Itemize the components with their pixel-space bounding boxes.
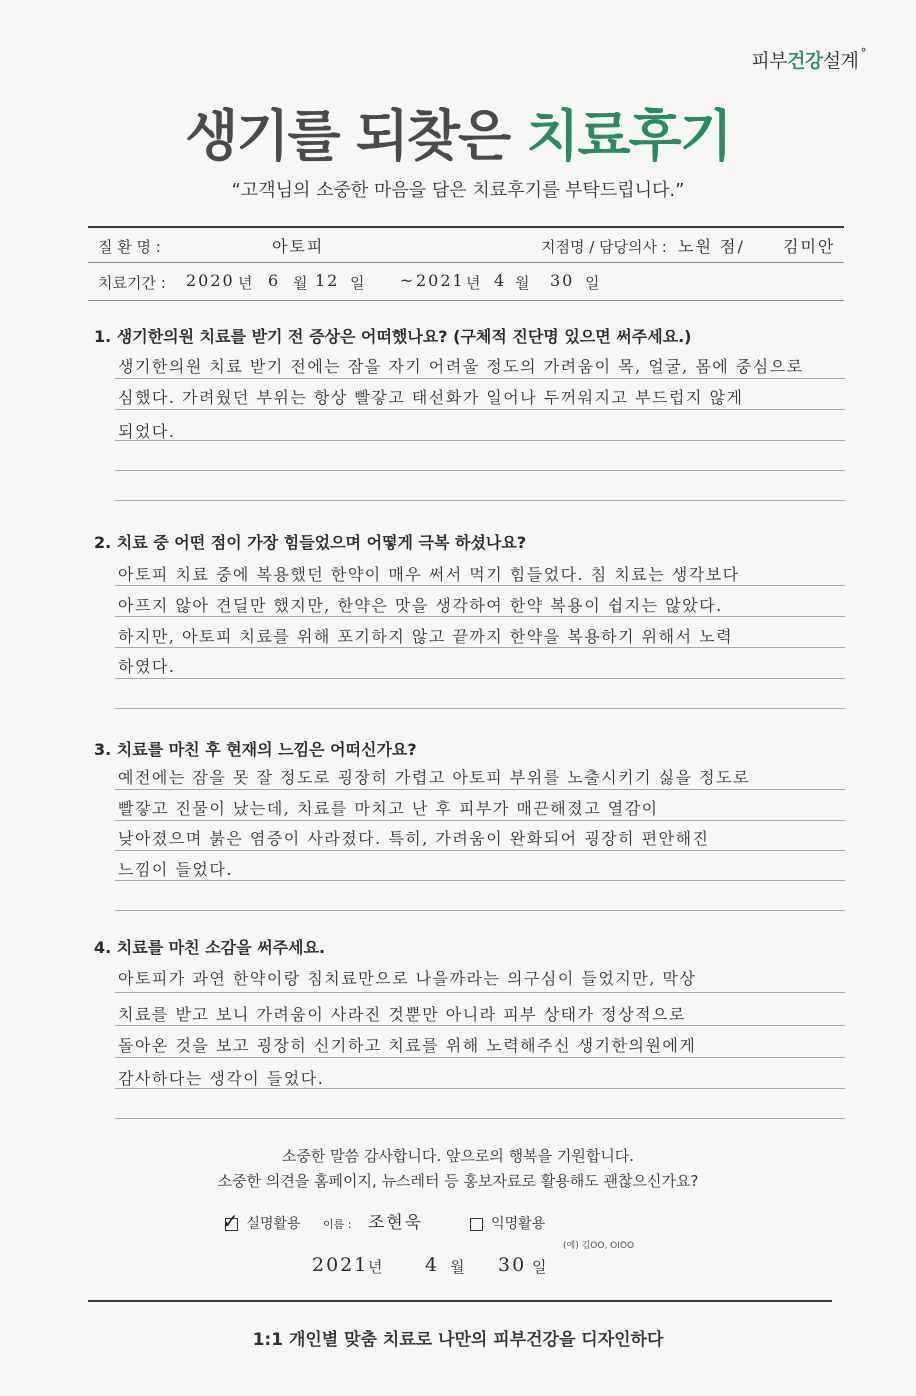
page-subtitle: “고객님의 소중한 마음을 담은 치료후기를 부탁드립니다.” — [231, 180, 685, 201]
answer-line — [115, 585, 845, 586]
answer-line — [115, 850, 845, 851]
doctor-field[interactable]: 김미안 — [783, 237, 836, 256]
divider-info — [88, 262, 844, 263]
answer-4-line-2: 치료를 받고 보니 가려움이 사라진 것뿐만 아니라 피부 상태가 정상적으로 — [118, 1005, 686, 1024]
period-end-day[interactable]: 30 — [550, 271, 575, 290]
named-checkbox[interactable] — [222, 1208, 239, 1233]
anon-checkbox[interactable] — [470, 1218, 483, 1231]
check-icon: ✓ — [222, 1208, 239, 1233]
answer-4-line-4: 감사하다는 생각이 들었다. — [118, 1069, 325, 1088]
answer-4-line-1: 아토피가 과연 한약이랑 침치료만으로 나을까라는 의구심이 들었지만, 막상 — [118, 969, 697, 988]
name-label: 이름 : — [323, 1218, 352, 1231]
question-3: 3. 치료를 마친 후 현재의 느낌은 어떠신가요? — [94, 740, 417, 759]
answer-2-line-1: 아토피 치료 중에 복용했던 한약이 매우 써서 먹기 힘들었다. 침 치료는 생각보다 — [118, 565, 740, 584]
review-form: 피부건강설계 ° 생기를 되찾은 치료후기 “고객님의 소중한 마음을 담은 치료후기를 부탁드립니다.” 질 환 명 : 아토피 지점명 / 담당의사 : 노원 점/ 김미안 치료기간 : 2020 년 6 월 12 일 ~ 2021 년 4 월 30 일 1. 생기한의원 치료를 받기 전 증상은 어떠했나요? (구체적 진단명 있으면 써주세요.) 생기한의원 치료 받기 전에는 잠을 자기 어려울 정도의 가려움이 목, 얼굴, 몸에 중심으로 심했다. 가려웠던 부위는 항상 빨갛고 태선화가 일어나 두꺼워지고 부드럽지 않게 되었다. 2. 치료 중 어떤 점이 가장 힘들었으며 어떻게 극복 하셨나요? 아토피 치료 중에 복용했던 한약이 매우 써서 먹기 힘들었다. 침 치료는 생각보다 아프지 않아 견딜만 했지만, 한약은 맛을 생각하여 한약 복용이 쉽지는 않았다. 하지만, 아토피 치료를 위해 포기하지 않고 끝까지 한약을 복용하기 위해서 노력 하였다. 3. 치료를 마친 후 현재의 느낌은 어떠신가요? 예전에는 잠을 못 잘 정도로 굉장히 가렵고 아토피 부위를 노출시키기 싫을 정도로 빨갛고 진물이 났는데, 치료를 마치고 난 후 피부가 매끈해졌고 열감이 낮아졌으며 붉은 염증이 사라졌다. 특히, 가려움이 완화되어 굉장히 편안해진 느낌이 들었다. 4. 치료를 마친 소감을 써주세요. 아토피가 과연 한약이랑 침치료만으로 나을까라는 의구심이 들었지만, 막상 치료를 받고 보니 가려움이 사라진 것뿐만 아니라 피부 상태가 정상적으로 돌아온 것을 보고 굉장히 신기하고 치료를 위해 노력해주신 생기한의원에게 감사하다는 생각이 들었다. 소중한 말씀 감사합니다. 앞으로의 행복을 기원합니다. 소중한 의견을 홈페이지, 뉴스레터 등 홍보자료로 활용해도 괜찮으신가요? ✓ 실명활용 이름 : 조현욱 익명활용 (예) 김OO, OIOO 2021 년 4 월 30 일 1:1 개인별 맞춤 치료로 나만의 피부건강을 디자인하다 — [0, 0, 916, 1396]
closing-consent-question: 소중한 의견을 홈페이지, 뉴스레터 등 홍보자료로 활용해도 괜찮으신가요? — [217, 1172, 699, 1190]
divider-bottom — [88, 1300, 832, 1302]
answer-2-line-2: 아프지 않아 견딜만 했지만, 한약은 맛을 생각하여 한약 복용이 쉽지는 않았다. — [118, 596, 723, 615]
answer-line — [115, 708, 845, 709]
sign-month[interactable]: 4 — [425, 1254, 440, 1276]
sign-year[interactable]: 2021 — [312, 1254, 369, 1276]
brand-logo: 피부건강설계 ° — [751, 46, 866, 72]
branch-field[interactable]: 노원 점/ — [678, 237, 745, 256]
answer-line — [115, 1057, 845, 1058]
sign-day[interactable]: 30 — [498, 1254, 527, 1276]
answer-3-line-4: 느낌이 들었다. — [118, 860, 233, 879]
answer-line — [115, 789, 845, 790]
answer-3-line-2: 빨갛고 진물이 났는데, 치료를 마치고 난 후 피부가 매끈해졌고 열감이 — [118, 799, 659, 818]
anon-label: 익명활용 — [491, 1216, 546, 1232]
disease-field[interactable]: 아토피 — [272, 237, 325, 256]
answer-line — [115, 500, 845, 501]
answer-4-line-3: 돌아온 것을 보고 굉장히 신기하고 치료를 위해 노력해주신 생기한의원에게 — [118, 1036, 697, 1055]
divider-period — [88, 300, 844, 301]
question-1: 1. 생기한의원 치료를 받기 전 증상은 어떠했나요? (구체적 진단명 있으면 써주세요.) — [94, 327, 692, 346]
disease-label: 질 환 명 : — [98, 238, 161, 256]
answer-line — [115, 1088, 845, 1089]
answer-line — [115, 470, 845, 471]
period-start-year[interactable]: 2020 — [186, 271, 235, 290]
answer-line — [115, 1118, 845, 1119]
answer-line — [115, 910, 845, 911]
period-start-day[interactable]: 12 — [315, 271, 340, 290]
answer-line — [115, 616, 845, 617]
footer-slogan: 1:1 개인별 맞춤 치료로 나만의 피부건강을 디자인하다 — [252, 1330, 664, 1350]
question-2: 2. 치료 중 어떤 점이 가장 힘들었으며 어떻게 극복 하셨나요? — [94, 533, 527, 552]
name-field[interactable]: 조현욱 — [367, 1213, 424, 1233]
branch-label: 지점명 / 담당의사 : — [541, 238, 667, 256]
answer-line — [115, 409, 845, 410]
closing-thanks: 소중한 말씀 감사합니다. 앞으로의 행복을 기원합니다. — [281, 1147, 635, 1165]
period-end-month[interactable]: 4 — [494, 271, 507, 290]
page-title: 생기를 되찾은 치료후기 — [185, 104, 731, 168]
answer-1-line-3: 되었다. — [118, 422, 176, 441]
named-label: 실명활용 — [246, 1216, 301, 1232]
answer-line — [115, 440, 845, 441]
period-label: 치료기간 : — [98, 274, 166, 292]
question-4: 4. 치료를 마친 소감을 써주세요. — [94, 938, 326, 957]
period-end-year[interactable]: 2021 — [416, 271, 465, 290]
answer-line — [115, 880, 845, 881]
divider-top — [88, 226, 844, 228]
name-example: (예) 김OO, OIOO — [563, 1241, 635, 1251]
answer-line — [115, 992, 845, 993]
answer-line — [115, 678, 845, 679]
answer-line — [115, 647, 845, 648]
answer-1-line-1: 생기한의원 치료 받기 전에는 잠을 자기 어려울 정도의 가려움이 목, 얼굴, 몸에 중심으로 — [118, 357, 804, 376]
answer-line — [115, 378, 845, 379]
answer-1-line-2: 심했다. 가려웠던 부위는 항상 빨갛고 태선화가 일어나 두꺼워지고 부드럽지 않게 — [118, 388, 744, 407]
answer-line — [115, 820, 845, 821]
answer-line — [115, 1025, 845, 1026]
answer-3-line-1: 예전에는 잠을 못 잘 정도로 굉장히 가렵고 아토피 부위를 노출시키기 싫을 정도로 — [118, 768, 750, 787]
consent-options — [222, 1208, 546, 1233]
period-start-month[interactable]: 6 — [268, 271, 281, 290]
answer-3-line-3: 낮아졌으며 붉은 염증이 사라졌다. 특히, 가려움이 완화되어 굉장히 편안해진 — [118, 829, 710, 848]
answer-2-line-4: 하였다. — [118, 657, 176, 676]
answer-2-line-3: 하지만, 아토피 치료를 위해 포기하지 않고 끝까지 한약을 복용하기 위해서 노력 — [118, 627, 734, 646]
